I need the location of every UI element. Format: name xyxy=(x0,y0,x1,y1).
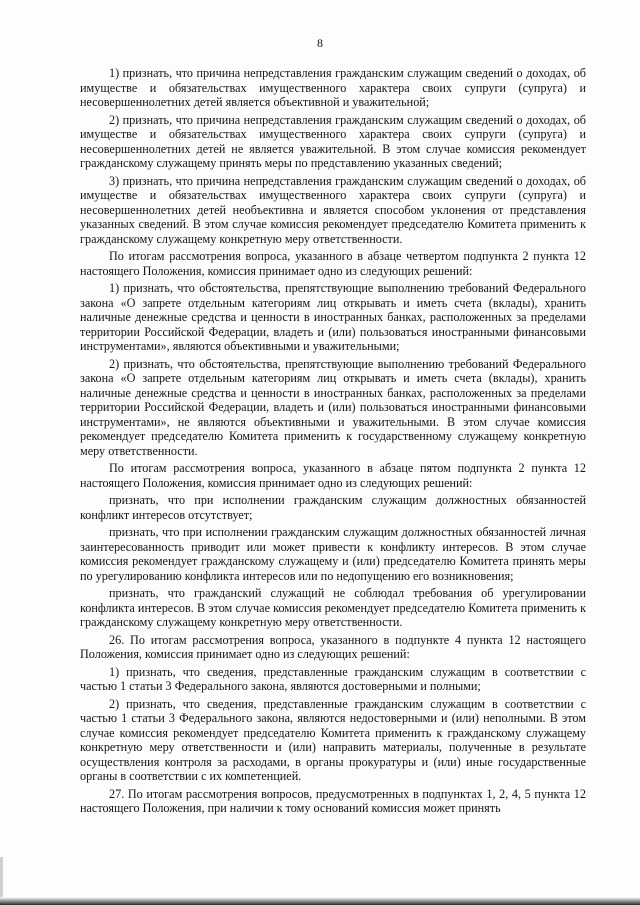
paragraph: 1) признать, что причина непредставления гражданским служащим сведений о доходах, об имуществе и обязательствах имущественного характера своих супруги (супруга) и несовершеннолетних детей является объективной и уважительной; xyxy=(80,66,586,109)
paragraph: 2) признать, что сведения, представленные гражданским служащим в соответствии с частью 1 статьи 3 Федерального закона, являются недостоверными и (или) неполными. В этом случае комиссия рекомендует председателю Комитета применить к гражданскому служащему конкретную меру ответственности и (или) направить материалы, полученные в результате осуществления контроля за расходами, в органы прокуратуры и (или) иные государственные органы в соответствии с их компетенцией. xyxy=(80,696,586,783)
page-number: 8 xyxy=(317,36,323,50)
paragraph: 2) признать, что причина непредставления гражданским служащим сведений о доходах, об имуществе и обязательствах имущественного характера своих супруги (супруга) и несовершеннолетних детей не является уважительной. В этом случае комиссия рекомендует гражданскому служащему принять меры по представлению указанных сведений; xyxy=(80,112,586,170)
paragraph: 27. По итогам рассмотрения вопросов, предусмотренных в подпунктах 1, 2, 4, 5 пункта 12 настоящего Положения, при наличии к тому оснований комиссия может принять xyxy=(80,786,586,815)
paragraph: 1) признать, что обстоятельства, препятствующие выполнению требований Федерального закона «О запрете отдельным категориям лиц открывать и иметь счета (вклады), хранить наличные денежные средства и ценности в иностранных банках, расположенных за пределами территории Российской Федерации, владеть и (или) пользоваться иностранными финансовыми инструментами», являются объективными и уважительными; xyxy=(80,281,586,353)
paragraph: По итогам рассмотрения вопроса, указанного в абзаце пятом подпункта 2 пункта 12 настоящего Положения, комиссия принимает одно из следующих решений: xyxy=(80,461,586,490)
paragraph: признать, что при исполнении гражданским служащим должностных обязанностей конфликт интересов отсутствует; xyxy=(80,493,586,522)
paragraph: признать, что гражданский служащий не соблюдал требования об урегулировании конфликта интересов. В этом случае комиссия рекомендует председателю Комитета применить к гражданскому служащему конкретную меру ответственности. xyxy=(80,586,586,629)
paragraph: 2) признать, что обстоятельства, препятствующие выполнению требований Федерального закона «О запрете отдельным категориям лиц открывать и иметь счета (вклады), хранить наличные денежные средства и ценности в иностранных банках, расположенных за пределами территории Российской Федерации, владеть и (или) пользоваться иностранными финансовыми инструментами», не являются объективными и уважительными. В этом случае комиссия рекомендует председателю Комитета применить к государственному служащему конкретную меру ответственности. xyxy=(80,356,586,458)
paragraph: 3) признать, что причина непредставления гражданским служащим сведений о доходах, об имуществе и обязательствах имущественного характера своих супруги (супруга) и несовершеннолетних детей необъективна и является способом уклонения от представления указанных сведений. В этом случае комиссия рекомендует председателю Комитета применить к гражданскому служащему конкретную меру ответственности. xyxy=(80,173,586,246)
paragraph: признать, что при исполнении гражданским служащим должностных обязанностей личная заинтересованность приводит или может привести к конфликту интересов. В этом случае комиссия рекомендует гражданскому служащему и (или) председателю Комитета принять меры по урегулированию конфликта интересов или по недопущению его возникновения; xyxy=(80,525,586,583)
paragraph: 26. По итогам рассмотрения вопроса, указанного в подпункте 4 пункта 12 настоящего Положения, комиссия принимает одно из следующих решений: xyxy=(80,632,586,661)
scan-edge-bottom xyxy=(0,897,640,905)
scan-edge-left xyxy=(0,857,3,897)
document-body xyxy=(80,66,586,819)
paragraph: По итогам рассмотрения вопроса, указанного в абзаце четвертом подпункта 2 пункта 12 настоящего Положения, комиссия принимает одно из следующих решений: xyxy=(80,249,586,278)
paragraph: 1) признать, что сведения, представленные гражданским служащим в соответствии с частью 1 статьи 3 Федерального закона, являются достоверными и полными; xyxy=(80,664,586,693)
